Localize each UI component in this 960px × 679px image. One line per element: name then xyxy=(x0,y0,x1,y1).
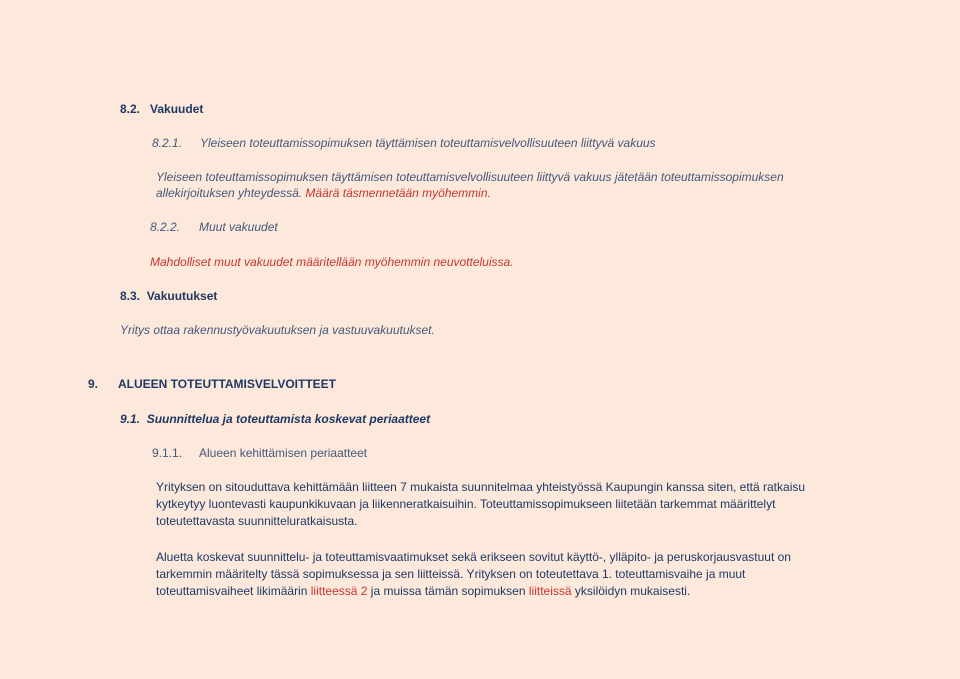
heading-8-2 xyxy=(120,102,203,117)
paragraph-8-3: Yritys ottaa rakennustyövakuutuksen ja vastuuvakuutukset. xyxy=(120,323,435,337)
heading-title: Muut vakuudet xyxy=(199,220,278,234)
heading-number: 9. xyxy=(88,377,99,391)
heading-title: Suunnittelua ja toteuttamista koskevat periaatteet xyxy=(146,412,431,426)
heading-number: 9.1. xyxy=(120,412,141,426)
paragraph-text: toteuttamisvaiheet likimäärin xyxy=(156,584,308,598)
heading-8-3 xyxy=(120,289,217,304)
heading-9 xyxy=(88,377,336,392)
paragraph-9-1-1-a-line3: toteutettavasta suunnitteluratkaisusta. xyxy=(156,514,358,528)
paragraph-9-1-1-a-line1: Yrityksen on sitouduttava kehittämään liitteen 7 mukaista suunnitelmaa yhteistyössä Kaupungin kanssa siten, että ratkaisu xyxy=(156,480,806,494)
heading-title: Vakuutukset xyxy=(146,289,218,303)
heading-number: 8.2.1. xyxy=(152,136,183,150)
heading-title: Vakuudet xyxy=(150,102,204,116)
paragraph-9-1-1-b-line3 xyxy=(156,584,690,599)
paragraph-9-1-1-a-line2: kytkeytyy luontevasti kaupunkikuvaan ja liikenneratkaisuihin. Toteuttamissopimukseen liitetään tarkemmat määrittelyt xyxy=(156,497,776,511)
heading-number: 9.1.1. xyxy=(152,446,183,460)
paragraph-9-1-1-b-line2: tarkemmin määritelty tässä sopimuksessa ja sen liitteissä. Yrityksen on toteutettava 1. toteuttamisvaihe ja muut xyxy=(156,567,746,581)
paragraph-8-2-1-line1: Yleiseen toteuttamissopimuksen täyttämisen toteuttamisvelvollisuuteen liittyvä vakuus jätetään toteuttamissopimuksen xyxy=(156,170,784,184)
paragraph-text: allekirjoituksen yhteydessä. xyxy=(156,186,303,200)
heading-9-1-1 xyxy=(152,446,367,461)
paragraph-text: ja muissa tämän sopimuksen xyxy=(370,584,526,598)
heading-number: 8.3. xyxy=(120,289,141,303)
heading-8-2-1 xyxy=(152,136,656,151)
heading-number: 8.2.2. xyxy=(150,220,181,234)
heading-number: 8.2. xyxy=(120,102,141,116)
reference-liite-2: liitteessä 2 xyxy=(310,584,368,598)
heading-title: Alueen kehittämisen periaatteet xyxy=(199,446,368,460)
heading-title: Yleiseen toteuttamissopimuksen täyttämisen toteuttamisvelvollisuuteen liittyvä vakuus xyxy=(200,136,656,150)
heading-9-1 xyxy=(120,412,430,427)
paragraph-9-1-1-b-line1: Aluetta koskevat suunnittelu- ja toteuttamisvaatimukset sekä erikseen sovitut käyttö-, ylläpito- ja peruskorjausvastuut on xyxy=(156,550,791,564)
paragraph-note-red: Määrä täsmennetään myöhemmin. xyxy=(305,186,491,200)
paragraph-8-2-1-line2 xyxy=(156,186,491,201)
heading-title: ALUEEN TOTEUTTAMISVELVOITTEET xyxy=(118,377,337,391)
heading-8-2-2 xyxy=(150,220,278,235)
paragraph-text: yksilöidyn mukaisesti. xyxy=(574,584,691,598)
paragraph-8-2-2: Mahdolliset muut vakuudet määritellään myöhemmin neuvotteluissa. xyxy=(150,255,514,269)
reference-liitteissa: liitteissä xyxy=(528,584,572,598)
